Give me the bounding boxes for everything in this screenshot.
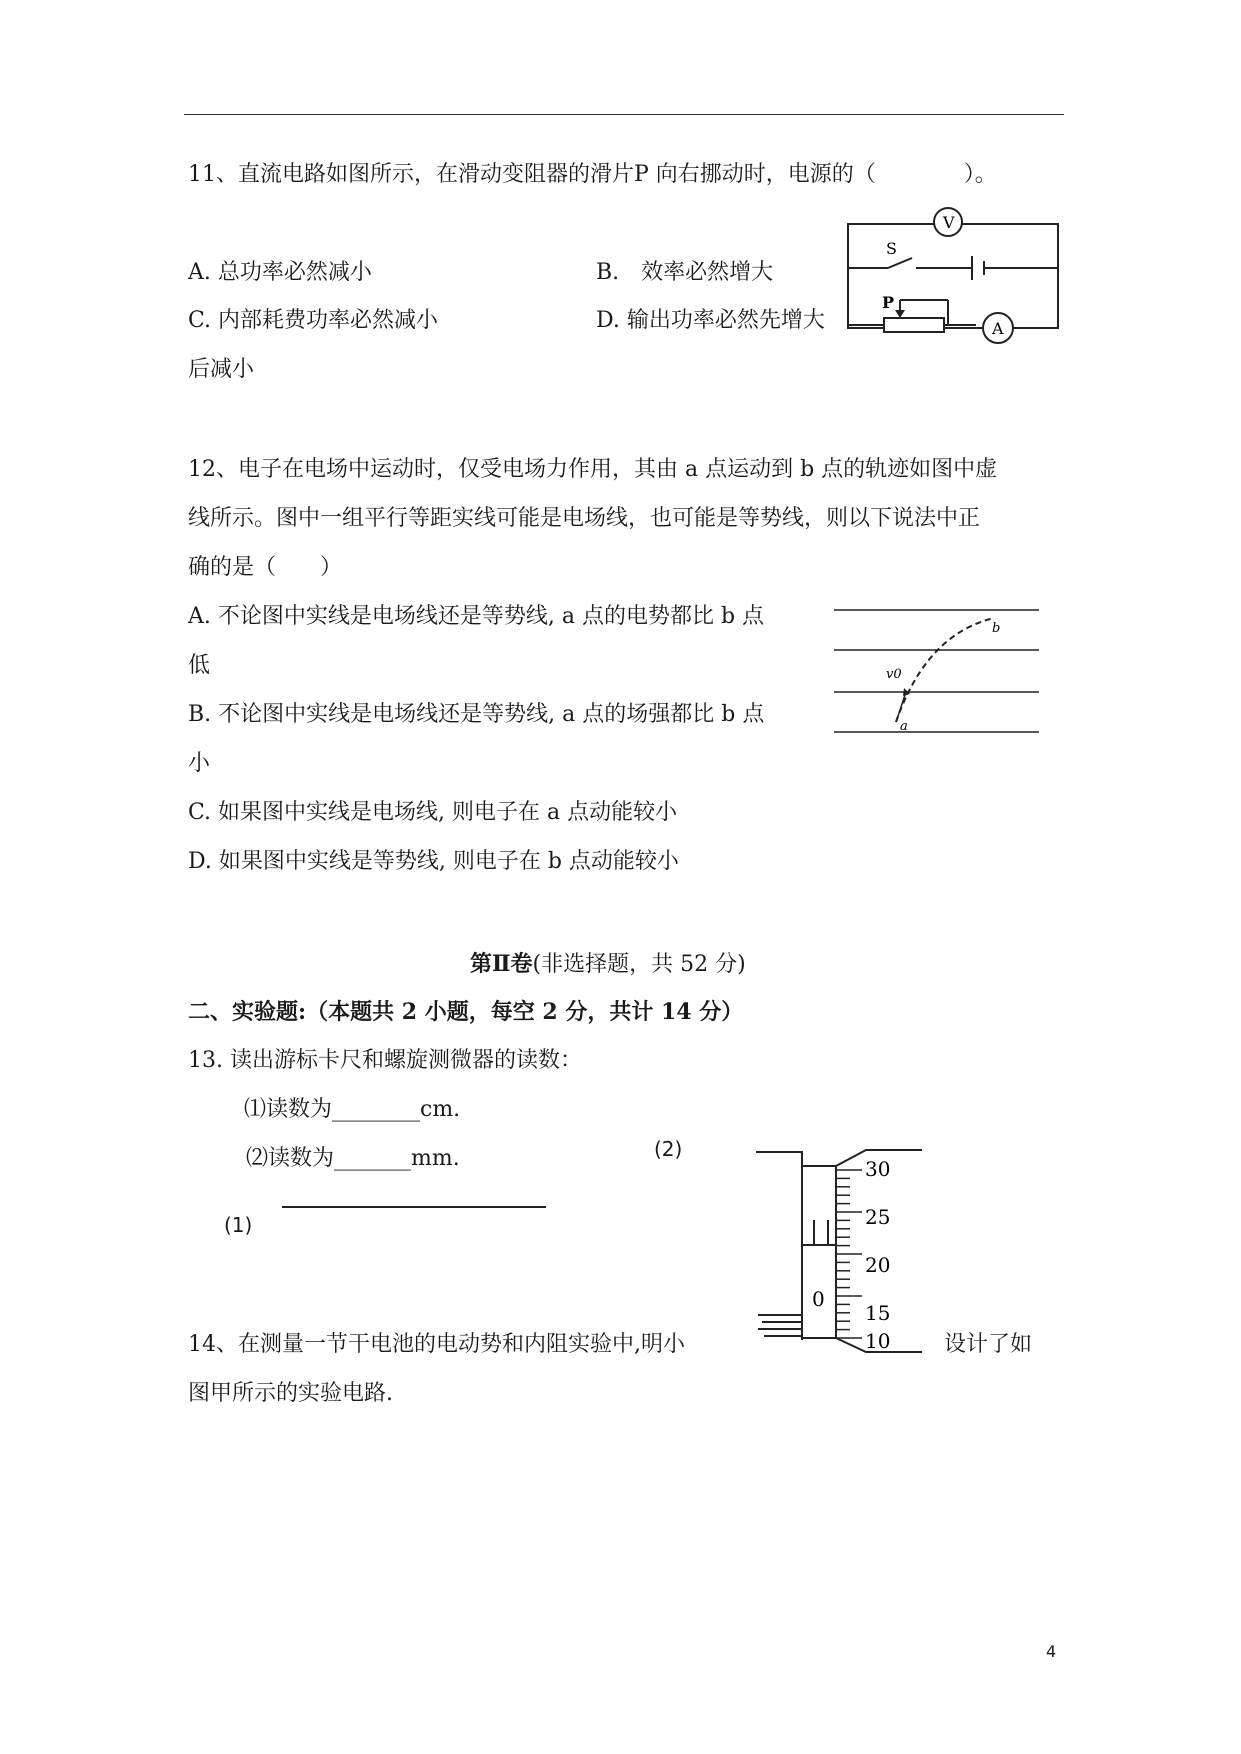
- q12-option-b: B. 不论图中实线是电场线还是等势线, a 点的场强都比 b 点: [188, 702, 765, 727]
- micrometer-tick-10: 10: [865, 1329, 891, 1353]
- q13-label-2: (2): [654, 1137, 683, 1161]
- q11-circuit-diagram: [840, 200, 1070, 350]
- q14-line1-b: 设计了如: [944, 1332, 1033, 1357]
- q13-label-1: (1): [224, 1213, 253, 1237]
- micrometer-zero-label: 0: [812, 1287, 825, 1311]
- point-b-label: b: [992, 621, 1001, 636]
- q12-stem-line2: 线所示。图中一组平行等距实线可能是电场线，也可能是等势线，则以下说法中正: [188, 506, 981, 531]
- q13-micrometer-figure: [750, 1140, 930, 1360]
- section-heading: 二、实验题:（本题共 2 小题，每空 2 分，共计 14 分）: [188, 999, 744, 1025]
- q12-option-a-cont: 低: [188, 653, 211, 678]
- q11-option-d-cont: 后减小: [188, 357, 255, 382]
- q12-option-b-cont: 小: [188, 751, 211, 776]
- page-number: 4: [1046, 1642, 1057, 1661]
- q12-stem-line1: 12、电子在电场中运动时，仅受电场力作用，其由 a 点运动到 b 点的轨迹如图中虚: [188, 457, 998, 482]
- switch-label: S: [886, 239, 897, 258]
- q12-stem-line3: 确的是（ ）: [188, 555, 343, 580]
- q11-option-b: B. 效率必然增大: [596, 260, 774, 285]
- point-a-label: a: [900, 719, 908, 734]
- slider-arrow-icon: [895, 310, 905, 318]
- q13-item2: ⑵读数为_______mm.: [246, 1146, 460, 1171]
- micrometer-tick-25: 25: [865, 1205, 891, 1229]
- q12-option-c: C. 如果图中实线是电场线, 则电子在 a 点动能较小: [188, 800, 678, 825]
- caliper-figure-placeholder: [282, 1206, 546, 1208]
- q12-option-a: A. 不论图中实线是电场线还是等势线, a 点的电势都比 b 点: [188, 604, 765, 629]
- header-rule: [184, 114, 1064, 115]
- part2-title-rest: (非选择题，共 52 分): [532, 952, 746, 977]
- micrometer-tick-15: 15: [865, 1301, 891, 1325]
- micrometer-tick-20: 20: [865, 1253, 891, 1277]
- slider-label: P: [882, 293, 895, 312]
- trajectory-path: [896, 618, 994, 722]
- ammeter-label: A: [992, 319, 1004, 338]
- q14-line1-a: 14、在测量一节干电池的电动势和内阻实验中,明小: [188, 1332, 685, 1357]
- q11-option-a: A. 总功率必然减小: [188, 260, 372, 285]
- q12-field-lines-figure: [834, 600, 1044, 740]
- q11-option-c: C. 内部耗费功率必然减小: [188, 308, 439, 333]
- q13-stem: 13. 读出游标卡尺和螺旋测微器的读数：: [188, 1048, 582, 1073]
- part2-title: [470, 949, 746, 980]
- voltmeter-label: V: [943, 213, 955, 232]
- micrometer-tick-30: 30: [865, 1157, 891, 1181]
- q11-option-d: D. 输出功率必然先增大: [596, 308, 825, 333]
- v0-label: v0: [886, 667, 902, 682]
- q14-line2: 图甲所示的实验电路.: [188, 1381, 393, 1406]
- part2-title-bold: 第Ⅱ卷: [470, 951, 533, 977]
- q11-stem: 11、直流电路如图所示，在滑动变阻器的滑片P 向右挪动时，电源的（ ）。: [188, 162, 997, 187]
- q13-item1: ⑴读数为________cm.: [244, 1097, 461, 1122]
- q12-option-d: D. 如果图中实线是等势线, 则电子在 b 点动能较小: [188, 849, 679, 874]
